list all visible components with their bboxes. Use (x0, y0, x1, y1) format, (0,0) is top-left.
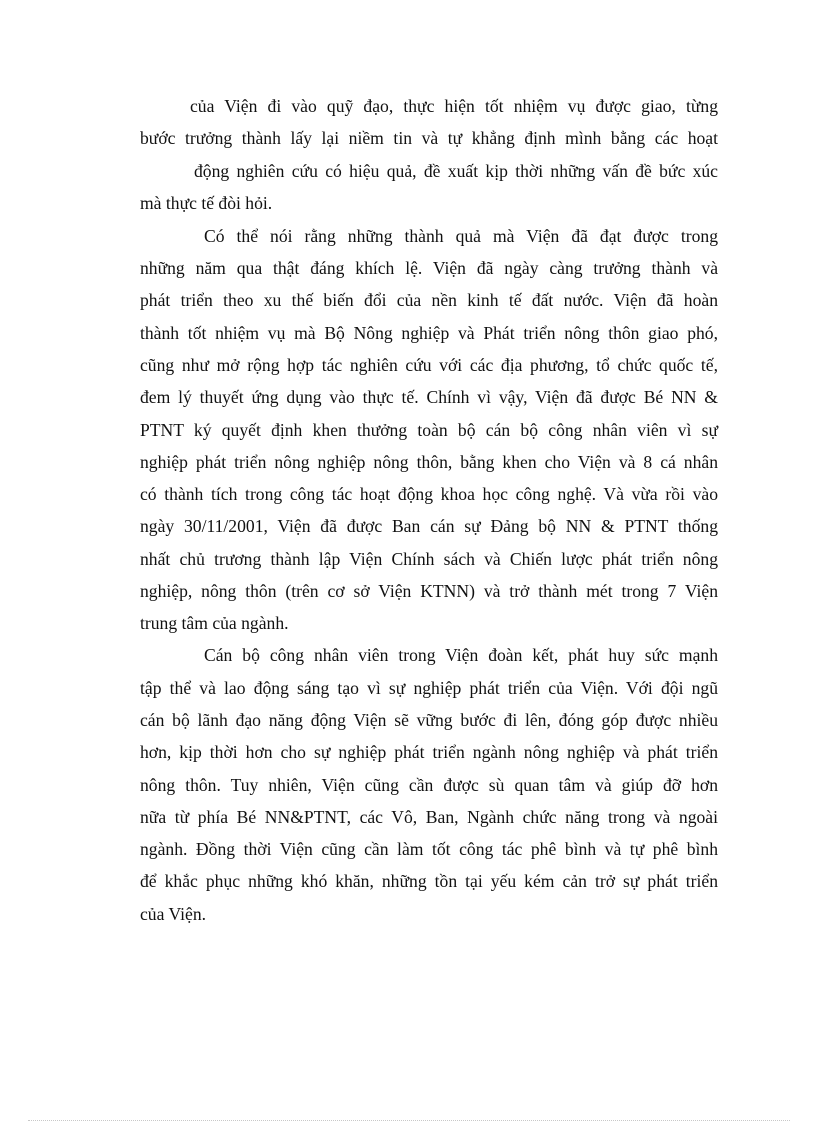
text-line: Có thể nói rằng những thành quả mà Viện đã đạt được trong (204, 226, 718, 246)
text-line: cũng như mở rộng hợp tác nghiên cứu với các địa phương, tổ chức quốc tế, (140, 355, 718, 375)
text-line: phát triển theo xu thế biến đổi của nền kinh tế đất nước. Viện đã hoàn (140, 290, 718, 310)
text-line: PTNT ký quyết định khen thưởng toàn bộ cán bộ công nhân viên vì sự (140, 420, 718, 440)
text-line: của Viện đi vào quỹ đạo, thực hiện tốt nhiệm vụ được giao, từng (190, 96, 718, 116)
text-line: ngành. Đồng thời Viện cũng cần làm tốt công tác phê bình và tự phê bình (140, 839, 718, 859)
text-line: bước trưởng thành lấy lại niềm tin và tự khẳng định mình bằng các hoạt (140, 128, 718, 148)
text-line: đem lý thuyết ứng dụng vào thực tế. Chính vì vậy, Viện đã được Bé NN & (140, 387, 718, 407)
text-line: tập thể và lao động sáng tạo vì sự nghiệp phát triển của Viện. Với đội ngũ (140, 678, 718, 698)
text-line: có thành tích trong công tác hoạt động khoa học công nghệ. Và vừa rồi vào (140, 484, 718, 504)
text-line: Cán bộ công nhân viên trong Viện đoàn kết, phát huy sức mạnh (204, 645, 718, 665)
text-line: cán bộ lãnh đạo năng động Viện sẽ vững bước đi lên, đóng góp được nhiều (140, 710, 718, 730)
text-line: mà thực tế đòi hỏi. (140, 193, 273, 213)
text-line: nghiệp phát triển nông nghiệp nông thôn, bằng khen cho Viện và 8 cá nhân (140, 452, 718, 472)
text-line: động nghiên cứu có hiệu quả, đề xuất kịp thời những vấn đề bức xúc (194, 161, 718, 181)
text-line: hơn, kịp thời hơn cho sự nghiệp phát triển ngành nông nghiệp và phát triển (140, 742, 718, 762)
text-line: của Viện. (140, 904, 207, 924)
text-line: nhất chủ trương thành lập Viện Chính sách và Chiến lược phát triển nông (140, 549, 718, 569)
text-line: những năm qua thật đáng khích lệ. Viện đã ngày càng trưởng thành và (140, 258, 718, 278)
page-bottom-divider (28, 1120, 790, 1121)
text-line: nông thôn. Tuy nhiên, Viện cũng cần được sù quan tâm và giúp đỡ hơn (140, 775, 718, 795)
text-line: nữa từ phía Bé NN&PTNT, các Vô, Ban, Ngành chức năng trong và ngoài (140, 807, 718, 827)
text-line: thành tốt nhiệm vụ mà Bộ Nông nghiệp và Phát triển nông thôn giao phó, (140, 323, 718, 343)
text-line: trung tâm của ngành. (140, 613, 289, 633)
text-line: nghiệp, nông thôn (trên cơ sở Viện KTNN) và trở thành mét trong 7 Viện (140, 581, 718, 601)
text-line: ngày 30/11/2001, Viện đã được Ban cán sự Đảng bộ NN & PTNT thống (140, 516, 718, 536)
text-line: để khắc phục những khó khăn, những tồn tại yếu kém cản trở sự phát triển (140, 871, 718, 891)
